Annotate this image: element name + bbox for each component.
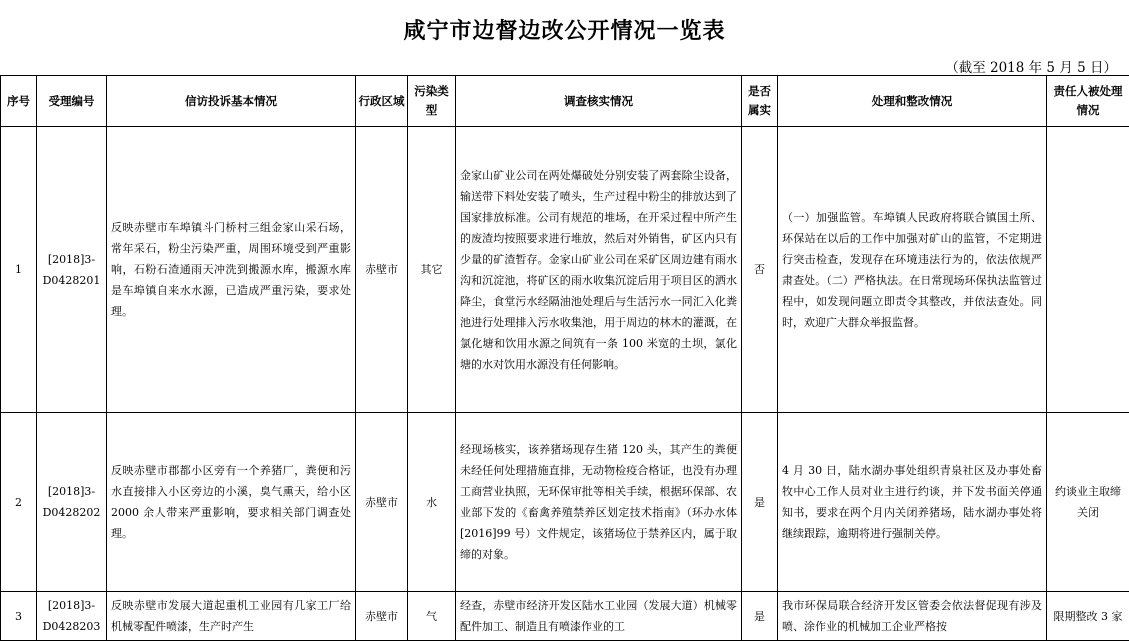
cell-investigation: 经现场核实，该养猪场现存生猪 120 头，其产生的粪便未经任何处理措施直排，无动物检疫合格证，也没有办理工商营业执照，无环保审批等相关手续，根据环保部、农业部下发的《畜禽养殖禁养区划定技术指南》（环办水体[2016]99 号）文件规定，该猪场位于禁养区内，属于取缔的对象。 — [456, 413, 742, 592]
cell-pollution: 其它 — [408, 127, 456, 413]
header-seq: 序号 — [1, 76, 37, 127]
cell-region: 赤壁市 — [356, 592, 408, 641]
header-complaint: 信访投诉基本情况 — [107, 76, 356, 127]
as-of-date: （截至 2018 年 5 月 5 日） — [945, 56, 1117, 76]
cell-responsible: 限期整改 3 家 — [1047, 592, 1129, 641]
cell-pollution: 气 — [408, 592, 456, 641]
cell-verified: 是 — [742, 413, 778, 592]
cell-verified: 是 — [742, 592, 778, 641]
header-responsible: 责任人被处理情况 — [1047, 76, 1129, 127]
table-header-row — [1, 76, 1129, 127]
cell-region: 赤壁市 — [356, 127, 408, 413]
cell-handling: 4 月 30 日，陆水湖办事处组织青泉社区及办事处畜牧中心工作人员对业主进行约谈，并下发书面关停通知书，要求在两个月内关闭养猪场，陆水湖办事处将继续跟踪，逾期将进行强制关停。 — [778, 413, 1047, 592]
cell-handling: （一）加强监管。车埠镇人民政府将联合镇国土所、环保站在以后的工作中加强对矿山的监管，不定期进行突击检查，发现存在环境违法行为的，依法依规严肃查处。（二）严格执法。在日常现场环保执法监管过程中，如发现问题立即责令其整改，并依法查处。同时，欢迎广大群众举报监督。 — [778, 127, 1047, 413]
cell-accept-no: [2018]3-D0428202 — [37, 413, 107, 592]
cell-seq: 2 — [1, 413, 37, 592]
cell-investigation: 金家山矿业公司在两处爆破处分别安装了两套除尘设备，输送带下料处安装了喷头，生产过程中粉尘的排放达到了国家排放标准。公司有规范的堆场，在开采过程中所产生的废渣均按照要求进行堆放，然后对外销售，矿区内只有少量的矿渣暂存。金家山矿业公司在采矿区周边建有雨水沟和沉淀池，将矿区的雨水收集沉淀后用于项目区的洒水降尘，食堂污水经隔油池处理后与生活污水一同汇入化粪池进行处理排入污水收集池，用于周边的林木的灌溉，在氯化塘和饮用水源之间筑有一条 100 米宽的土坝，氯化塘的水对饮用水源没有任何影响。 — [456, 127, 742, 413]
header-accept-no: 受理编号 — [37, 76, 107, 127]
cell-complaint: 反映赤壁市郡都小区旁有一个养猪厂，粪便和污水直接排入小区旁边的小溪，臭气熏天，给小区 2000 余人带来严重影响，要求相关部门调查处理。 — [107, 413, 356, 592]
cell-complaint: 反映赤壁市车埠镇斗门桥村三组金家山采石场，常年采石，粉尘污染严重，周围环境受到严重影响，石粉石渣通雨天冲洗到搬源水库，搬源水库是车埠镇自来水水源，已造成严重污染，要求处理。 — [107, 127, 356, 413]
header-pollution: 污染类型 — [408, 76, 456, 127]
header-region: 行政区域 — [356, 76, 408, 127]
header-investigation: 调查核实情况 — [456, 76, 742, 127]
cell-handling: 我市环保局联合经济开发区管委会依法督促现有涉及喷、涂作业的机械加工企业严格按 — [778, 592, 1047, 641]
cell-seq: 3 — [1, 592, 37, 641]
page-title: 咸宁市边督边改公开情况一览表 — [0, 14, 1129, 45]
table-row — [1, 127, 1129, 413]
cell-investigation: 经查，赤壁市经济开发区陆水工业园（发展大道）机械零配件加工、制造且有喷漆作业的工 — [456, 592, 742, 641]
cell-complaint: 反映赤壁市发展大道起重机工业园有几家工厂给机械零配件喷漆，生产时产生 — [107, 592, 356, 641]
cell-verified: 否 — [742, 127, 778, 413]
cell-pollution: 水 — [408, 413, 456, 592]
table-row — [1, 413, 1129, 592]
cell-region: 赤壁市 — [356, 413, 408, 592]
cell-accept-no: [2018]3-D0428203 — [37, 592, 107, 641]
cell-accept-no: [2018]3-D0428201 — [37, 127, 107, 413]
header-verified: 是否属实 — [742, 76, 778, 127]
table-row — [1, 592, 1129, 641]
header-handling: 处理和整改情况 — [778, 76, 1047, 127]
cell-responsible — [1047, 127, 1129, 413]
cell-responsible: 约谈业主取缔关闭 — [1047, 413, 1129, 592]
disclosure-table — [0, 75, 1129, 641]
cell-seq: 1 — [1, 127, 37, 413]
